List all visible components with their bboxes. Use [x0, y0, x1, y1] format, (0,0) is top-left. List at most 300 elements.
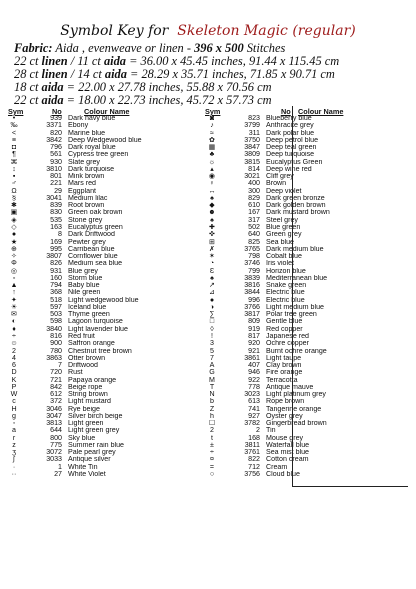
row-symbol: ✧ — [11, 253, 17, 261]
row-symbol: ↕ — [12, 165, 16, 173]
symbol-key-right-column — [198, 115, 348, 478]
size-post: = 28.29 x 35.71 inches, 71.85 x 90.71 cm — [126, 67, 335, 81]
size-pre: 22 ct — [14, 93, 42, 107]
key-row — [0, 355, 150, 362]
row-colour-name: Deep petrol blue — [266, 136, 319, 144]
row-symbol: ☐ — [208, 420, 216, 428]
row-dmc-number: 816 — [50, 332, 62, 340]
row-colour-name: Mars red — [68, 180, 96, 188]
key-row — [198, 398, 348, 405]
row-colour-name: Japanese red — [266, 332, 309, 340]
row-symbol: ↑ — [12, 289, 16, 297]
row-colour-name: Steel grey — [266, 216, 298, 224]
row-symbol: 5 — [210, 347, 214, 355]
row-dmc-number: 3371 — [46, 122, 62, 130]
row-dmc-number: 612 — [50, 391, 62, 399]
row-dmc-number: 2 — [256, 427, 260, 435]
row-symbol: ★ — [10, 238, 18, 246]
row-colour-name: Light medium blue — [266, 303, 324, 311]
row-symbol: ⊞ — [209, 238, 215, 246]
row-symbol: ☼ — [208, 158, 216, 166]
row-symbol: □ — [209, 318, 215, 326]
row-colour-name: Clay brown — [266, 362, 302, 370]
key-row — [0, 464, 150, 471]
row-symbol: 3 — [210, 340, 214, 348]
row-symbol: ≡ — [11, 136, 17, 144]
size-post: = 22.00 x 27.78 inches, 55.88 x 70.56 cm — [63, 80, 272, 94]
row-symbol: < — [11, 129, 17, 137]
row-symbol: ✗ — [209, 245, 215, 253]
key-row — [198, 391, 348, 398]
row-dmc-number: 801 — [50, 173, 62, 181]
row-dmc-number: 598 — [50, 318, 62, 326]
row-colour-name: Terracotta — [266, 376, 298, 384]
key-row — [198, 173, 348, 180]
row-colour-name: String brown — [68, 391, 108, 399]
key-row — [198, 304, 348, 311]
row-dmc-number: 168 — [248, 434, 260, 442]
row-symbol: ∫ — [13, 456, 15, 464]
key-row — [0, 406, 150, 413]
row-colour-name: Iceland blue — [68, 303, 107, 311]
key-row — [198, 289, 348, 296]
row-symbol: ! — [211, 332, 213, 340]
size-mid: / 14 ct — [67, 67, 105, 81]
row-symbol: ÷ — [12, 332, 16, 340]
key-row — [198, 137, 348, 144]
size-line — [14, 94, 409, 107]
row-dmc-number: 3847 — [244, 144, 260, 152]
row-colour-name: Root brown — [68, 202, 105, 210]
row-symbol: r — [12, 434, 16, 442]
row-colour-name: Blue grey — [68, 267, 98, 275]
row-colour-name: Mink brown — [68, 173, 105, 181]
row-dmc-number: 720 — [50, 369, 62, 377]
key-row — [0, 304, 150, 311]
title-pattern-name: Skeleton Magic (regular) — [177, 23, 356, 39]
row-symbol: ▫ — [12, 274, 16, 282]
row-colour-name: Mediterranean blue — [266, 274, 328, 282]
row-symbol: ● — [209, 296, 215, 304]
key-row — [198, 202, 348, 209]
row-dmc-number: 3811 — [244, 441, 260, 449]
key-row — [198, 420, 348, 427]
key-row — [0, 253, 150, 260]
row-symbol: ♦ — [12, 325, 16, 333]
row-colour-name: Iris violet — [266, 260, 294, 268]
row-colour-name: Antique mauve — [266, 383, 314, 391]
row-dmc-number: 3033 — [46, 456, 62, 464]
row-dmc-number: 169 — [50, 238, 62, 246]
row-colour-name: Pewter grey — [68, 238, 106, 246]
row-dmc-number: 830 — [50, 209, 62, 217]
key-row — [0, 442, 150, 449]
stitch-text: Stitches — [243, 41, 286, 55]
row-symbol: ♠ — [210, 216, 214, 224]
key-row — [0, 420, 150, 427]
key-row — [198, 282, 348, 289]
row-dmc-number: 3813 — [46, 420, 62, 428]
row-colour-name: Driftwood — [68, 362, 98, 370]
row-dmc-number: 407 — [248, 362, 260, 370]
key-row — [198, 471, 348, 478]
row-dmc-number: 939 — [50, 115, 62, 122]
row-colour-name: Deep turquoise — [266, 151, 315, 159]
row-dmc-number: 930 — [50, 158, 62, 166]
row-symbol: ± — [210, 441, 214, 449]
row-dmc-number: 3842 — [46, 136, 62, 144]
key-row — [198, 362, 348, 369]
row-colour-name: Tin — [266, 427, 276, 435]
row-dmc-number: 561 — [50, 151, 62, 159]
row-colour-name: Tangerine orange — [266, 405, 322, 413]
key-row — [198, 348, 348, 355]
row-colour-name: Oyster grey — [266, 412, 303, 420]
key-row — [0, 348, 150, 355]
row-symbol: ∑ — [209, 311, 215, 319]
key-row — [0, 137, 150, 144]
key-row — [0, 456, 150, 463]
row-colour-name: Electric blue — [266, 296, 305, 304]
row-symbol: ▴ — [210, 165, 214, 173]
row-symbol: ◦ — [12, 420, 16, 428]
key-row — [0, 311, 150, 318]
column-divider-bottom — [292, 486, 408, 487]
row-dmc-number: 400 — [248, 180, 260, 188]
key-row — [0, 166, 150, 173]
row-dmc-number: 535 — [50, 216, 62, 224]
row-colour-name: Eucalyptus green — [68, 223, 123, 231]
row-dmc-number: 3046 — [46, 405, 62, 413]
row-dmc-number: 900 — [50, 340, 62, 348]
row-dmc-number: 823 — [248, 115, 260, 122]
row-colour-name: Horizon blue — [266, 267, 306, 275]
header-no-left: No — [52, 107, 62, 116]
row-colour-name: Dark turquoise — [68, 165, 115, 173]
row-symbol: 7 — [210, 354, 214, 362]
row-symbol: 6 — [12, 362, 16, 370]
row-symbol: ✿ — [209, 136, 215, 144]
row-colour-name: Gingerbread brown — [266, 420, 327, 428]
key-row — [198, 246, 348, 253]
row-colour-name: Brown — [266, 180, 287, 188]
row-symbol: ☀ — [10, 303, 18, 311]
row-symbol: ↗ — [209, 282, 215, 290]
row-dmc-number: 3807 — [46, 253, 62, 261]
fabric-label: Fabric: — [14, 41, 53, 55]
row-symbol: ◑ — [209, 303, 215, 311]
key-row — [0, 275, 150, 282]
row-colour-name: Lagoon turquoise — [68, 318, 123, 326]
key-row — [198, 122, 348, 129]
key-row — [198, 209, 348, 216]
row-colour-name: Storm blue — [68, 274, 103, 282]
row-colour-name: Anthracite grey — [266, 122, 314, 130]
row-dmc-number: 814 — [248, 165, 260, 173]
row-colour-name: Saffron orange — [68, 340, 115, 348]
key-row — [0, 377, 150, 384]
row-symbol: Ɛ — [209, 267, 215, 275]
key-row — [198, 427, 348, 434]
row-dmc-number: 741 — [248, 405, 260, 413]
row-dmc-number: 920 — [248, 340, 260, 348]
row-dmc-number: 780 — [50, 347, 62, 355]
row-colour-name: Dark navy blue — [68, 115, 116, 122]
key-row — [0, 318, 150, 325]
row-colour-name: Light mustard — [68, 398, 111, 406]
key-row — [198, 464, 348, 471]
size-b1: aida — [41, 80, 64, 94]
key-row — [198, 355, 348, 362]
row-colour-name: Marine blue — [68, 129, 106, 137]
row-colour-name: Nile green — [68, 289, 101, 297]
row-symbol: W — [10, 391, 18, 399]
row-dmc-number: 798 — [248, 253, 260, 261]
row-dmc-number: 800 — [50, 434, 62, 442]
row-symbol: a — [12, 427, 16, 435]
key-row — [0, 239, 150, 246]
key-row — [198, 369, 348, 376]
row-symbol: ◊ — [210, 325, 214, 333]
key-row — [0, 209, 150, 216]
key-row — [198, 188, 348, 195]
row-symbol: ↔ — [208, 187, 216, 195]
row-symbol: ● — [11, 231, 17, 239]
title-prefix: Symbol Key for — [60, 23, 169, 39]
row-dmc-number: 644 — [50, 427, 62, 435]
size-b2: aida — [103, 54, 126, 68]
row-dmc-number: 3810 — [46, 165, 62, 173]
row-dmc-number: 3809 — [244, 151, 260, 159]
row-colour-name: Green grey — [266, 231, 302, 239]
row-colour-name: Dark golden brown — [266, 202, 326, 210]
row-symbol: b — [210, 398, 214, 406]
key-row — [0, 449, 150, 456]
row-dmc-number: 809 — [248, 318, 260, 326]
row-symbol: z — [12, 441, 16, 449]
row-dmc-number: 931 — [50, 267, 62, 275]
key-row — [198, 435, 348, 442]
row-symbol: 2 — [12, 347, 16, 355]
key-row — [0, 231, 150, 238]
key-row — [0, 217, 150, 224]
row-symbol: ♠ — [210, 274, 214, 282]
key-row — [0, 159, 150, 166]
row-symbol: ≈ — [210, 129, 214, 137]
size-post: = 36.00 x 45.45 inches, 91.44 x 115.45 cm — [125, 54, 340, 68]
row-colour-name: Medium lilac — [68, 194, 108, 202]
row-colour-name: Carribean blue — [68, 245, 115, 253]
row-symbol: § — [12, 194, 16, 202]
row-dmc-number: 817 — [248, 332, 260, 340]
size-post: = 18.00 x 22.73 inches, 45.72 x 57.73 cm — [63, 93, 272, 107]
row-colour-name: Dark royal blue — [68, 144, 116, 152]
row-symbol: g — [12, 412, 16, 420]
row-dmc-number: 796 — [50, 144, 62, 152]
row-dmc-number: 3863 — [46, 354, 62, 362]
key-row — [198, 406, 348, 413]
key-row — [0, 180, 150, 187]
row-colour-name: Electric blue — [266, 289, 305, 297]
row-colour-name: Light platinum grey — [266, 391, 326, 399]
row-dmc-number: 1 — [58, 463, 62, 471]
row-dmc-number: 996 — [248, 296, 260, 304]
row-symbol: Ω — [11, 187, 17, 195]
row-dmc-number: 3766 — [244, 303, 260, 311]
row-colour-name: Slate grey — [68, 158, 100, 166]
row-dmc-number: 3765 — [244, 245, 260, 253]
row-dmc-number: 712 — [248, 463, 260, 471]
row-symbol: ♣ — [209, 151, 215, 159]
row-dmc-number: 27 — [54, 471, 62, 479]
key-row — [0, 260, 150, 267]
key-row — [198, 239, 348, 246]
row-dmc-number: 778 — [248, 383, 260, 391]
row-symbol: = — [209, 463, 215, 471]
key-row — [198, 297, 348, 304]
row-dmc-number: 7 — [58, 362, 62, 370]
row-symbol: ⊕ — [11, 245, 17, 253]
row-colour-name: Waterfall blue — [266, 441, 310, 449]
row-colour-name: Eggplant — [68, 187, 97, 195]
row-colour-name: Blueberry blue — [266, 115, 312, 122]
key-row — [0, 115, 150, 122]
key-row — [198, 130, 348, 137]
row-symbol: ✉ — [11, 311, 17, 319]
row-dmc-number: 3041 — [46, 194, 62, 202]
row-colour-name: Blue green — [266, 223, 301, 231]
row-dmc-number: 3047 — [46, 412, 62, 420]
row-symbol: ¤ — [210, 456, 214, 464]
row-colour-name: Deep teal green — [266, 144, 317, 152]
row-colour-name: Fire orange — [266, 369, 303, 377]
key-row — [198, 377, 348, 384]
key-row — [0, 398, 150, 405]
row-colour-name: Light lavender blue — [68, 325, 128, 333]
key-row — [198, 442, 348, 449]
row-symbol: Z — [209, 405, 215, 413]
row-colour-name: Ebony — [68, 122, 89, 130]
key-row — [0, 297, 150, 304]
row-symbol: ▲ — [10, 282, 18, 290]
key-row — [198, 456, 348, 463]
row-dmc-number: 3817 — [244, 311, 260, 319]
key-row — [198, 340, 348, 347]
row-colour-name: Baby blue — [68, 282, 100, 290]
key-row — [0, 122, 150, 129]
row-colour-name: Light green — [68, 420, 104, 428]
fabric-text: Aida , evenweave or linen - — [52, 41, 195, 55]
key-row — [198, 180, 348, 187]
row-dmc-number: 3799 — [244, 122, 260, 130]
symbol-key-left-column — [0, 115, 150, 478]
key-row — [0, 326, 150, 333]
row-colour-name: Cypress tree green — [68, 151, 129, 159]
row-dmc-number: 8 — [58, 231, 62, 239]
row-colour-name: Summer rain blue — [68, 441, 124, 449]
key-row — [198, 159, 348, 166]
size-b1: linen — [41, 54, 68, 68]
fabric-info — [14, 42, 409, 107]
row-symbol: K — [11, 376, 17, 384]
row-colour-name: Cobalt blue — [266, 253, 302, 261]
row-colour-name: Ochre copper — [266, 340, 309, 348]
row-dmc-number: 163 — [50, 223, 62, 231]
row-dmc-number: 597 — [50, 303, 62, 311]
size-pre: 18 ct — [14, 80, 42, 94]
row-colour-name: Dark Driftwood — [68, 231, 115, 239]
row-colour-name: Dark medium blue — [266, 245, 324, 253]
row-dmc-number: 794 — [50, 282, 62, 290]
row-dmc-number: 822 — [248, 456, 260, 464]
row-symbol: ♠ — [210, 194, 214, 202]
row-symbol: t — [211, 434, 213, 442]
key-row — [0, 144, 150, 151]
key-row — [198, 326, 348, 333]
row-colour-name: Chestnut tree brown — [68, 347, 132, 355]
row-symbol: ♪ — [210, 122, 214, 130]
key-row — [0, 333, 150, 340]
row-dmc-number: 300 — [248, 187, 260, 195]
row-colour-name: Deep violet — [266, 187, 302, 195]
key-row — [198, 231, 348, 238]
row-symbol: ○ — [209, 471, 215, 479]
row-colour-name: Cotton cream — [266, 456, 309, 464]
row-dmc-number: 221 — [50, 180, 62, 188]
key-row — [0, 188, 150, 195]
row-colour-name: Stone grey — [68, 216, 103, 224]
row-dmc-number: 721 — [50, 376, 62, 384]
header-sym-right: Sym — [205, 107, 221, 116]
row-colour-name: Polar tree green — [266, 311, 317, 319]
key-row — [0, 384, 150, 391]
row-dmc-number: 518 — [50, 296, 62, 304]
row-colour-name: Dark mustard brown — [266, 209, 330, 217]
key-row — [0, 195, 150, 202]
row-colour-name: White Violet — [68, 471, 106, 479]
row-symbol: ◐ — [11, 318, 17, 326]
row-dmc-number: 946 — [248, 369, 260, 377]
row-dmc-number: 775 — [50, 441, 62, 449]
header-name-right: Colour Name — [298, 107, 344, 116]
row-dmc-number: 839 — [50, 202, 62, 210]
key-row — [198, 413, 348, 420]
row-dmc-number: 995 — [50, 245, 62, 253]
row-symbol: ◙ — [209, 115, 215, 122]
row-dmc-number: 829 — [248, 194, 260, 202]
row-symbol: ▣ — [10, 209, 18, 217]
key-row — [0, 413, 150, 420]
row-dmc-number: 640 — [248, 231, 260, 239]
row-symbol: 2 — [210, 427, 214, 435]
row-symbol: ‰ — [10, 122, 18, 130]
row-dmc-number: 317 — [248, 216, 260, 224]
row-symbol: ✱ — [11, 202, 17, 210]
row-symbol: · — [12, 463, 16, 471]
row-colour-name: Gentle blue — [266, 318, 303, 326]
row-dmc-number: 160 — [50, 274, 62, 282]
row-colour-name: Cornflower blue — [68, 253, 118, 261]
row-dmc-number: 799 — [248, 267, 260, 275]
row-colour-name: Cliff grey — [266, 173, 294, 181]
row-symbol: ✜ — [209, 231, 215, 239]
row-dmc-number: 29 — [54, 187, 62, 195]
row-symbol: N — [209, 391, 215, 399]
key-row — [0, 435, 150, 442]
row-symbol: ✚ — [209, 223, 215, 231]
key-row — [0, 340, 150, 347]
row-symbol: ☺ — [10, 340, 18, 348]
